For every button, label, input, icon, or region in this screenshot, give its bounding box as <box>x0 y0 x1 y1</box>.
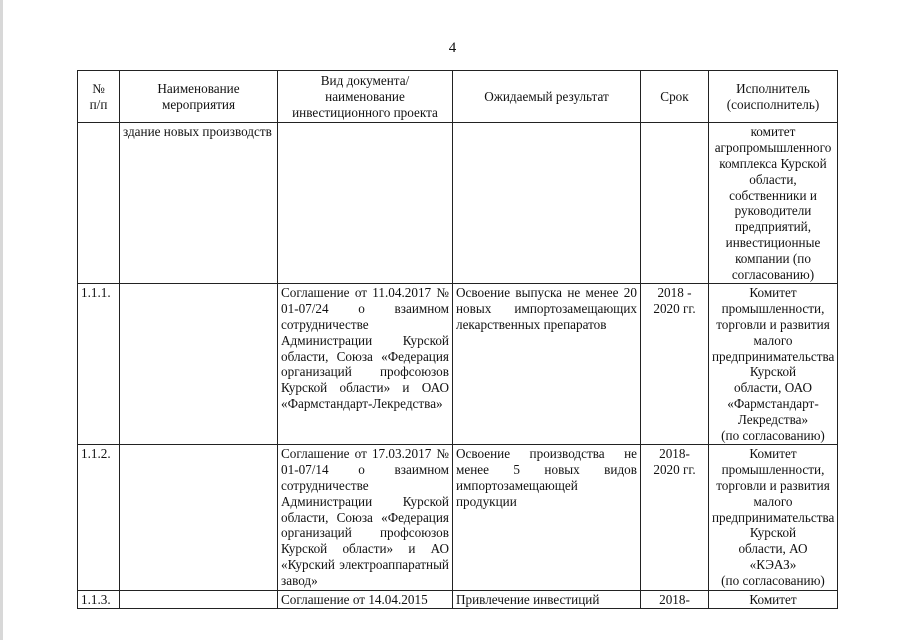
cell-executor: Комитет промышленности, торговли и развития малого предпринимательства Курской области, АО «КЭАЗ» (по согласованию) <box>709 445 838 590</box>
cell-event-name: здание новых производств <box>120 123 278 284</box>
cell-event-name <box>120 445 278 590</box>
cell-term: 2018 - 2020 гг. <box>641 284 709 445</box>
scan-edge-shadow <box>0 0 3 640</box>
cell-document <box>278 123 453 284</box>
table-row <box>78 590 838 609</box>
cell-number <box>78 123 120 284</box>
cell-document: Соглашение от 11.04.2017 № 01-07/24 о взаимном сотрудничестве Администрации Курской области, Союза «Федерация организаций профсоюзов Курской области» и ОАО «Фармстандарт-Лекредства» <box>278 284 453 445</box>
cell-event-name <box>120 284 278 445</box>
cell-result: Освоение производства не менее 5 новых видов импортозамещающей продукции <box>453 445 641 590</box>
cell-document: Соглашение от 14.04.2015 <box>278 590 453 609</box>
header-executor: Исполнитель (соисполнитель) <box>709 71 838 123</box>
cell-executor: Комитет <box>709 590 838 609</box>
cell-result <box>453 123 641 284</box>
cell-number: 1.1.3. <box>78 590 120 609</box>
table-row <box>78 445 838 590</box>
header-term: Срок <box>641 71 709 123</box>
header-number: № п/п <box>78 71 120 123</box>
table-header-row <box>78 71 838 123</box>
cell-number: 1.1.1. <box>78 284 120 445</box>
cell-document: Соглашение от 17.03.2017 № 01-07/14 о взаимном сотрудничестве Администрации Курской области, Союза «Федерация организаций профсоюзов Курской области» и АО «Курский электроаппаратный завод» <box>278 445 453 590</box>
table-row <box>78 284 838 445</box>
header-expected-result: Ожидаемый результат <box>453 71 641 123</box>
cell-event-name <box>120 590 278 609</box>
cell-result: Освоение выпуска не менее 20 новых импортозамещающих лекарственных препаратов <box>453 284 641 445</box>
cell-result: Привлечение инвестиций <box>453 590 641 609</box>
cell-term <box>641 123 709 284</box>
cell-executor: комитет агропромышленного комплекса Курской области, собственники и руководители предприятий, инвестиционные компании (по согласованию) <box>709 123 838 284</box>
cell-number: 1.1.2. <box>78 445 120 590</box>
header-document-type: Вид документа/ наименование инвестиционного проекта <box>278 71 453 123</box>
page-number: 4 <box>448 40 457 56</box>
cell-term: 2018- 2020 гг. <box>641 445 709 590</box>
table-row-continuation <box>78 123 838 284</box>
action-plan-table <box>77 70 838 609</box>
header-event-name: Наименование мероприятия <box>120 71 278 123</box>
cell-executor: Комитет промышленности, торговли и развития малого предпринимательства Курской области, ОАО «Фармстандарт- Лекредства» (по согласованию) <box>709 284 838 445</box>
cell-term: 2018- <box>641 590 709 609</box>
